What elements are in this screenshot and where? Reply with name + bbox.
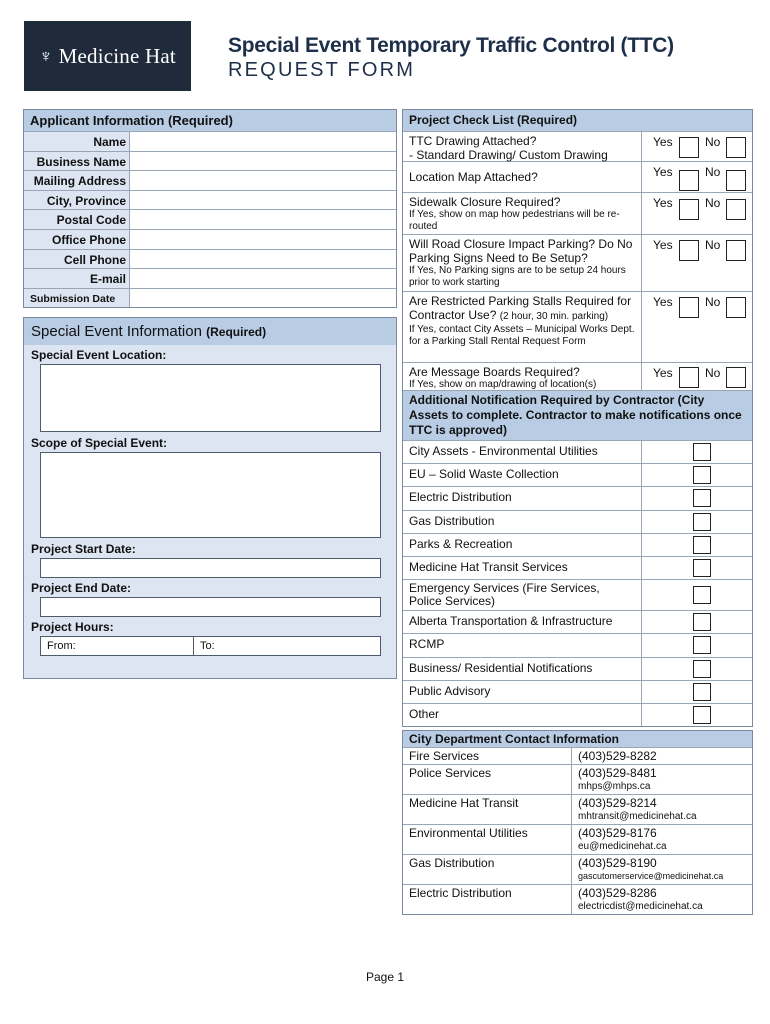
yes-label: Yes <box>653 135 673 149</box>
location-textarea[interactable] <box>40 364 381 432</box>
yes-checkbox[interactable] <box>679 240 699 261</box>
no-checkbox[interactable] <box>726 297 746 318</box>
applicant-row-name <box>24 131 396 151</box>
contact-row <box>403 824 752 854</box>
notification-checkbox[interactable] <box>693 466 711 484</box>
notification-item <box>403 703 752 726</box>
submission-date-field[interactable] <box>130 289 396 308</box>
field-label: Cell Phone <box>24 250 130 269</box>
question-text: Sidewalk Closure Required? <box>409 195 561 209</box>
notification-checkbox[interactable] <box>693 706 711 724</box>
notification-label: Alberta Transportation & Infrastructure <box>403 611 642 633</box>
notification-item <box>403 680 752 703</box>
mailing-address-field[interactable] <box>130 171 396 190</box>
hours-to-field[interactable] <box>194 637 221 655</box>
contact-phone: (403)529-8481 <box>578 766 657 780</box>
contact-email: mhtransit@medicinehat.ca <box>578 811 697 822</box>
cell-phone-field[interactable] <box>130 250 396 269</box>
special-event-section <box>23 317 397 679</box>
question-text: Location Map Attached? <box>409 170 538 184</box>
notification-label: Business/ Residential Notifications <box>403 658 642 680</box>
email-field[interactable] <box>130 269 396 288</box>
checklist-item <box>403 234 752 291</box>
crest-icon: ♆ <box>39 45 53 66</box>
notification-checkbox[interactable] <box>693 559 711 577</box>
question-text: Are Message Boards Required? <box>409 365 580 379</box>
notification-checkbox[interactable] <box>693 683 711 701</box>
contact-name: Medicine Hat Transit <box>403 795 572 824</box>
notification-item <box>403 533 752 556</box>
contact-phone: (403)529-8176 <box>578 826 657 840</box>
contact-phone: (403)529-8282 <box>578 749 657 763</box>
contact-name: Gas Distribution <box>403 855 572 884</box>
yes-checkbox[interactable] <box>679 367 699 388</box>
office-phone-field[interactable] <box>130 230 396 249</box>
applicant-row-business <box>24 151 396 171</box>
no-checkbox[interactable] <box>726 137 746 158</box>
checklist-item <box>403 291 752 362</box>
start-date-field[interactable] <box>40 558 381 578</box>
no-label: No <box>705 165 721 179</box>
notification-label: Emergency Services (Fire Services, Police Services) <box>403 580 642 610</box>
checklist-item <box>403 192 752 234</box>
to-label: To: <box>200 640 215 652</box>
contact-name: Environmental Utilities <box>403 825 572 854</box>
notification-checkbox[interactable] <box>693 660 711 678</box>
checklist-item <box>403 362 752 390</box>
applicant-section <box>23 109 397 308</box>
checklist-heading: Project Check List (Required) <box>403 110 752 131</box>
scope-textarea[interactable] <box>40 452 381 538</box>
yes-checkbox[interactable] <box>679 297 699 318</box>
no-label: No <box>705 295 721 309</box>
applicant-row-office <box>24 229 396 249</box>
location-label: Special Event Location: <box>31 348 167 362</box>
field-label: City, Province <box>24 191 130 210</box>
field-label: Postal Code <box>24 210 130 229</box>
notification-label: EU – Solid Waste Collection <box>403 464 642 486</box>
logo-text: Medicine Hat <box>58 43 176 68</box>
contact-row <box>403 794 752 824</box>
question-note: If Yes, show on map how pedestrians will be re-routed <box>409 209 620 232</box>
no-checkbox[interactable] <box>726 367 746 388</box>
no-label: No <box>705 238 721 252</box>
notification-checkbox[interactable] <box>693 489 711 507</box>
notification-item <box>403 440 752 463</box>
question-note: If Yes, contact City Assets – Municipal Works Dept. for a Parking Stall Rental Request Form <box>409 324 635 347</box>
contact-email: eu@medicinehat.ca <box>578 841 667 852</box>
notification-label: RCMP <box>403 634 642 656</box>
contact-phone: (403)529-8214 <box>578 796 657 810</box>
notification-item <box>403 610 752 633</box>
form-title: Special Event Temporary Traffic Control (TTC) <box>228 34 674 57</box>
contact-name: Police Services <box>403 765 572 794</box>
notification-label: Medicine Hat Transit Services <box>403 557 642 579</box>
form-subtitle: REQUEST FORM <box>228 59 416 81</box>
checklist-item <box>403 161 752 192</box>
hours-label: Project Hours: <box>31 620 114 634</box>
notification-label: Public Advisory <box>403 681 642 703</box>
question-text: TTC Drawing Attached? <box>409 134 537 148</box>
contact-email: electricdist@medicinehat.ca <box>578 901 703 912</box>
no-label: No <box>705 135 721 149</box>
contact-name: Electric Distribution <box>403 885 572 914</box>
notification-checkbox[interactable] <box>693 586 711 604</box>
notification-label: Other <box>403 704 642 726</box>
notification-checkbox[interactable] <box>693 443 711 461</box>
yes-label: Yes <box>653 238 673 252</box>
applicant-row-date <box>24 288 396 308</box>
business-name-field[interactable] <box>130 152 396 171</box>
notification-item <box>403 657 752 680</box>
notification-heading: Additional Notification Required by Contractor (City Assets to complete. Contractor to make notifications once TTC is approved) <box>403 390 752 440</box>
yes-checkbox[interactable] <box>679 137 699 158</box>
notification-item <box>403 510 752 533</box>
contact-row <box>403 854 752 884</box>
yes-checkbox[interactable] <box>679 170 699 191</box>
notification-checkbox[interactable] <box>693 636 711 654</box>
no-label: No <box>705 196 721 210</box>
applicant-row-mailing <box>24 170 396 190</box>
checklist-section <box>402 109 753 727</box>
no-label: No <box>705 366 721 380</box>
applicant-row-email <box>24 268 396 288</box>
project-hours-fields <box>40 636 381 656</box>
notification-label: City Assets - Environmental Utilities <box>403 441 642 463</box>
end-date-label: Project End Date: <box>31 581 132 595</box>
start-date-label: Project Start Date: <box>31 542 136 556</box>
yes-checkbox[interactable] <box>679 199 699 220</box>
notification-label: Gas Distribution <box>403 511 642 533</box>
notification-item <box>403 486 752 509</box>
question-note: If Yes, show on map/drawing of location(s) <box>409 379 597 390</box>
question-text: Are Restricted Parking Stalls Required for Contractor Use? <box>409 294 632 322</box>
contact-name: Fire Services <box>403 748 572 764</box>
checklist-item <box>403 131 752 161</box>
no-checkbox[interactable] <box>726 240 746 261</box>
no-checkbox[interactable] <box>726 170 746 191</box>
field-label: Submission Date <box>24 289 130 308</box>
contact-row <box>403 884 752 914</box>
contact-row <box>403 747 752 764</box>
yes-label: Yes <box>653 366 673 380</box>
notification-checkbox[interactable] <box>693 536 711 554</box>
contacts-heading: City Department Contact Information <box>403 731 752 747</box>
special-event-heading-text: Special Event Information <box>31 323 202 340</box>
city-province-field[interactable] <box>130 191 396 210</box>
notification-checkbox[interactable] <box>693 613 711 631</box>
contacts-section <box>402 730 753 915</box>
page-number: Page 1 <box>365 970 405 984</box>
notification-label: Parks & Recreation <box>403 534 642 556</box>
question-text: (2 hour, 30 min. parking) <box>499 311 609 322</box>
contact-email: gascutomerservice@medicinehat.ca <box>578 871 724 881</box>
field-label: E-mail <box>24 269 130 288</box>
yes-label: Yes <box>653 196 673 210</box>
notification-checkbox[interactable] <box>693 513 711 531</box>
field-label: Mailing Address <box>24 171 130 190</box>
from-label: From: <box>47 640 76 652</box>
name-field[interactable] <box>130 132 396 151</box>
question-text: - Standard Drawing/ Custom Drawing <box>409 148 608 162</box>
field-label: Business Name <box>24 152 130 171</box>
contact-email: mhps@mhps.ca <box>578 781 651 792</box>
applicant-row-postal <box>24 209 396 229</box>
contact-phone: (403)529-8190 <box>578 856 657 870</box>
city-logo <box>24 21 191 91</box>
contact-phone: (403)529-8286 <box>578 886 657 900</box>
special-event-heading <box>24 318 396 345</box>
question-text: Will Road Closure Impact Parking? Do No Parking Signs Need to Be Setup? <box>409 237 633 265</box>
notification-item <box>403 463 752 486</box>
yes-label: Yes <box>653 165 673 179</box>
scope-label: Scope of Special Event: <box>31 436 168 450</box>
required-note: (Required) <box>206 325 267 339</box>
applicant-row-city <box>24 190 396 210</box>
hours-from-field[interactable] <box>41 637 194 655</box>
notification-item <box>403 556 752 579</box>
applicant-heading: Applicant Information (Required) <box>24 110 396 131</box>
notification-item <box>403 633 752 656</box>
yes-label: Yes <box>653 295 673 309</box>
notification-label: Electric Distribution <box>403 487 642 509</box>
question-note: If Yes, No Parking signs are to be setup 24 hours prior to work starting <box>409 265 626 288</box>
no-checkbox[interactable] <box>726 199 746 220</box>
postal-code-field[interactable] <box>130 210 396 229</box>
field-label: Name <box>24 132 130 151</box>
notification-item <box>403 579 752 610</box>
end-date-field[interactable] <box>40 597 381 617</box>
field-label: Office Phone <box>24 230 130 249</box>
contact-row <box>403 764 752 794</box>
applicant-row-cell <box>24 249 396 269</box>
